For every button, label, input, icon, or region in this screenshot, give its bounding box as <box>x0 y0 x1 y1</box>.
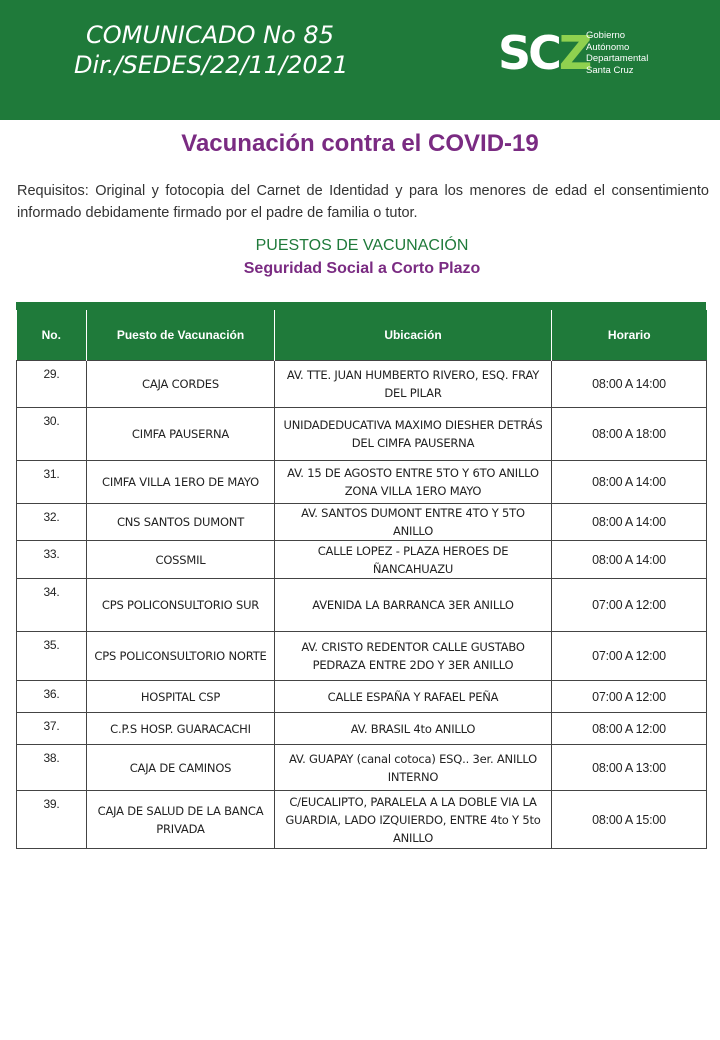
site-name: C.P.S HOSP. GUARACACHI <box>87 713 275 745</box>
site-location: AV. GUAPAY (canal cotoca) ESQ.. 3er. ANILLO INTERNO <box>275 745 552 791</box>
header-horario: Horario <box>552 310 707 361</box>
row-number: 31. <box>17 461 87 504</box>
site-schedule: 07:00 A 12:00 <box>552 632 707 681</box>
site-name: COSSMIL <box>87 541 275 579</box>
row-number: 39. <box>17 791 87 849</box>
table-row <box>17 461 707 504</box>
site-schedule: 08:00 A 13:00 <box>552 745 707 791</box>
scz-logo-mark: SCZ <box>498 26 590 80</box>
site-location: CALLE LOPEZ - PLAZA HEROES DE ÑANCAHUAZU <box>275 541 552 579</box>
site-name: CIMFA PAUSERNA <box>87 408 275 461</box>
table-top-bar <box>16 302 706 310</box>
site-schedule: 08:00 A 14:00 <box>552 504 707 541</box>
site-schedule: 07:00 A 12:00 <box>552 681 707 713</box>
site-location: AVENIDA LA BARRANCA 3ER ANILLO <box>275 579 552 632</box>
scz-logo-org-name: Gobierno Autónomo Departamental Santa Cruz <box>586 30 649 76</box>
site-schedule: 08:00 A 18:00 <box>552 408 707 461</box>
table-row <box>17 713 707 745</box>
main-title: Vacunación contra el COVID-19 <box>181 130 539 157</box>
row-number: 34. <box>17 579 87 632</box>
site-schedule: 08:00 A 12:00 <box>552 713 707 745</box>
row-number: 29. <box>17 361 87 408</box>
table-row <box>17 632 707 681</box>
section-subtitle: Seguridad Social a Corto Plazo <box>243 260 481 277</box>
site-schedule: 07:00 A 12:00 <box>552 579 707 632</box>
table-row <box>17 745 707 791</box>
communique-title <box>74 20 349 80</box>
site-location: UNIDADEDUCATIVA MAXIMO DIESHER DETRÁS DEL CIMFA PAUSERNA <box>275 408 552 461</box>
row-number: 35. <box>17 632 87 681</box>
site-location: CALLE ESPAÑA Y RAFAEL PEÑA <box>275 681 552 713</box>
site-name: CIMFA VILLA 1ERO DE MAYO <box>87 461 275 504</box>
site-name: CAJA DE SALUD DE LA BANCA PRIVADA <box>87 791 275 849</box>
header-banner <box>0 0 720 120</box>
section-title: PUESTOS DE VACUNACIÓN <box>255 237 469 254</box>
row-number: 32. <box>17 504 87 541</box>
site-name: CPS POLICONSULTORIO NORTE <box>87 632 275 681</box>
site-location: C/EUCALIPTO, PARALELA A LA DOBLE VIA LA GUARDIA, LADO IZQUIERDO, ENTRE 4to Y 5to ANILLO <box>275 791 552 849</box>
communique-reference: Dir./SEDES/22/11/2021 <box>74 51 349 79</box>
site-schedule: 08:00 A 15:00 <box>552 791 707 849</box>
site-location: AV. SANTOS DUMONT ENTRE 4TO Y 5TO ANILLO <box>275 504 552 541</box>
site-name: CAJA CORDES <box>87 361 275 408</box>
site-location: AV. CRISTO REDENTOR CALLE GUSTABO PEDRAZA ENTRE 2DO Y 3ER ANILLO <box>275 632 552 681</box>
table-row <box>17 504 707 541</box>
site-name: CAJA DE CAMINOS <box>87 745 275 791</box>
header-ubicacion: Ubicación <box>275 310 552 361</box>
site-schedule: 08:00 A 14:00 <box>552 461 707 504</box>
row-number: 36. <box>17 681 87 713</box>
requirements-text: Requisitos: Original y fotocopia del Carnet de Identidad y para los menores de edad el consentimiento informado debidamente firmado por el padre de familia o tutor. <box>17 183 709 221</box>
table-row <box>17 681 707 713</box>
site-name: CPS POLICONSULTORIO SUR <box>87 579 275 632</box>
table-row <box>17 579 707 632</box>
table-header-row <box>17 310 707 361</box>
site-name: HOSPITAL CSP <box>87 681 275 713</box>
vaccination-sites-table <box>16 310 707 849</box>
row-number: 37. <box>17 713 87 745</box>
row-number: 30. <box>17 408 87 461</box>
communique-number: COMUNICADO No 85 <box>86 21 334 49</box>
site-schedule: 08:00 A 14:00 <box>552 361 707 408</box>
table-row <box>17 361 707 408</box>
site-location: AV. TTE. JUAN HUMBERTO RIVERO, ESQ. FRAY DEL PILAR <box>275 361 552 408</box>
row-number: 33. <box>17 541 87 579</box>
header-puesto: Puesto de Vacunación <box>87 310 275 361</box>
site-location: AV. BRASIL 4to ANILLO <box>275 713 552 745</box>
site-schedule: 08:00 A 14:00 <box>552 541 707 579</box>
table-row <box>17 791 707 849</box>
site-location: AV. 15 DE AGOSTO ENTRE 5TO Y 6TO ANILLO ZONA VILLA 1ERO MAYO <box>275 461 552 504</box>
row-number: 38. <box>17 745 87 791</box>
table-row <box>17 408 707 461</box>
scz-logo <box>498 26 658 80</box>
site-name: CNS SANTOS DUMONT <box>87 504 275 541</box>
table-row <box>17 541 707 579</box>
header-no: No. <box>17 310 87 361</box>
